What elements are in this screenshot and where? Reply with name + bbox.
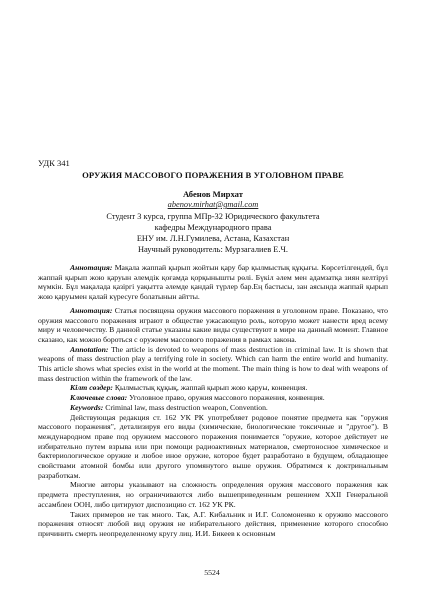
udk-code: УДК 341: [38, 158, 70, 168]
keywords-en-text: Criminal law, mass destruction weapon, Convention.: [103, 402, 268, 412]
keywords-ru-text: Уголовное право, оружия массового поражения, конвенция.: [127, 393, 325, 403]
author-line-1: Студент 3 курса, группа МПр-32 Юридического факультета: [106, 212, 320, 221]
keywords-kz: [38, 383, 388, 393]
author-name: Абенов Мирхат: [183, 189, 243, 199]
body-paragraph-2: Многие авторы указывают на сложность определения оружия массового поражения как предмета преступления, но ограничиваются либо вышеприведенным решением XXII Генеральной ассамблеи ООН, либо цитируют диспозицию ст. 162 УК РК.: [38, 480, 388, 509]
article-title: ОРУЖИЯ МАССОВОГО ПОРАЖЕНИЯ В УГОЛОВНОМ ПРАВЕ: [82, 170, 344, 180]
body-paragraph-1: Действующая редакция ст. 162 УК РК употребляет родовое понятие предмета как "оружия массового поражения", детализируя его виды (химические, биологические токсичные и "другое"). В международном праве под оружием массового поражения понимается "оружие, которое действует не избирательно путем взрыва или при помощи радиоактивных материалов, смертоносное химическое и бактериологическое оружие и любое иное оружие, которое будет разработано в будущем, обладающее свойствами атомной бомбы или другого упомянутого выше оружия. Обратимся к доктринальным разработкам.: [38, 412, 388, 480]
keywords-en-label: Keywords:: [70, 402, 104, 412]
annotation-en: [38, 345, 388, 384]
annotation-kz: [38, 263, 388, 302]
author-line-4: Научный руководитель: Мурзагалиев Е.Ч.: [137, 245, 289, 254]
author-line-3: ЕНУ им. Л.Н.Гумилева, Астана, Казахстан: [136, 234, 290, 243]
keywords-en: [38, 403, 388, 413]
keywords-ru: [38, 393, 388, 403]
annotation-en-text: The article is devoted to weapons of mass destruction in criminal law. It is shown that weapons of mass destruction play a terrifying role in society. Which can harm the entire world and humanity. This article shows what species exist in the world at the moment. The main thing is how to deal with weapons of mass destruction within the framework of the law.: [38, 344, 388, 383]
article: [38, 158, 388, 539]
keywords-ru-label: Ключевые слова:: [70, 393, 128, 403]
annotation-ru: [38, 306, 388, 345]
author-affiliation: [38, 211, 388, 255]
annotation-kz-text: Мақала жаппай қырып жойтын қару бар қылмыстық құқығы. Көрсетілгендей, бұл жаппай қырып жою қаруын әлемдік қоғамда қорқынышты рөлі. Бүкіл әлем мен адамзатқа зиян келтіруі мүмкін. Бұл мақалада қазіргі уақытта әлемде қандай түрлер бар.Ең бастысы, зан аясында жаппай қырып жою қаруымен қалай күресуге болатынын айтты.: [38, 263, 388, 302]
annotation-ru-text: Статья посвящена оружия массового поражения в уголовном праве. Показано, что оружия массового поражения играют в обществе ужасающую роль, которую может нанести вред всему миру и человечеству. В данной статье указаны какие виды существуют в мире на данный момент. Главное сказано, как можно бороться с оружием массового поражения в рамках закона.: [38, 305, 388, 344]
annotation-kz-label: Аннотация:: [70, 263, 113, 272]
author-email[interactable]: abenov.mirhat@gmail.com: [167, 200, 259, 209]
author-line-2: кафедры Международного права: [154, 223, 272, 232]
annotation-en-label: Annotation:: [70, 344, 109, 354]
page-number: 5524: [204, 568, 220, 577]
annotation-ru-label: Аннотация:: [70, 305, 113, 315]
keywords-kz-label: Кілт сөздер:: [70, 383, 113, 393]
body-paragraph-3: Таких примеров не так много. Так, А.Г. Кибальник и И.Г. Соломоненко к оружию массового поражения относят любой вид оружия не избирательного действия, применение которого способно причинить смерть неопределенному кругу лиц. И.И. Бикеев к основным: [38, 509, 388, 538]
keywords-kz-text: Қылмыстық құқық, жаппай қырып жою қаруы, конвенция.: [112, 383, 308, 393]
